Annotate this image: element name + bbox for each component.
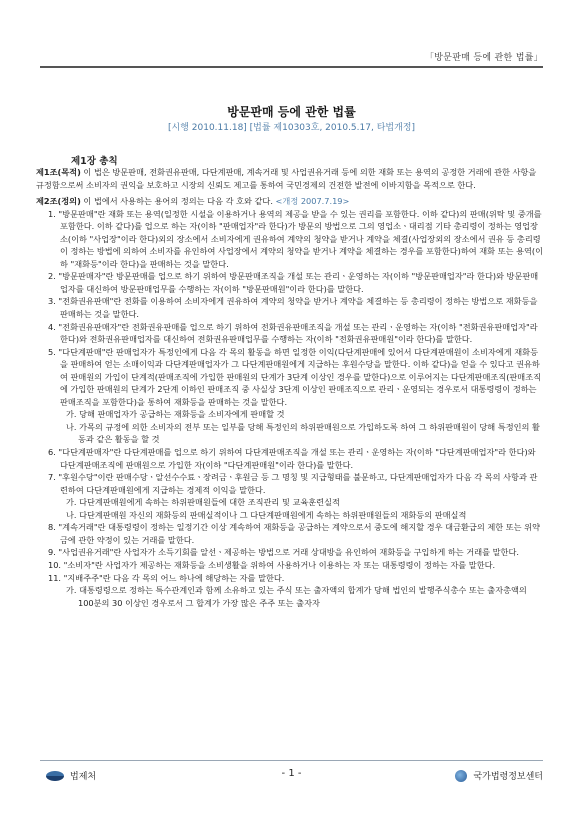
sub-list-item: 나. 가목의 규정에 의한 소비자의 전부 또는 일부를 당해 특정인의 하위판매원으로 가입하도록 하여 그 하위판매원이 당해 특정인의 활동과 같은 활동을 할 것 bbox=[66, 421, 540, 445]
amendment-note: <개정 2007.7.19> bbox=[272, 196, 350, 207]
header-rule bbox=[40, 66, 543, 68]
article-body bbox=[36, 166, 544, 609]
law-center-logo-icon bbox=[455, 770, 467, 782]
article-1-text: 이 법은 방문판매, 전화권유판매, 다단계판매, 계속거래 및 사업권유거래 등에 의한 재화 또는 용역의 공정한 거래에 관한 사항을 규정함으로써 소비자의 권익을 보호하고 시장의 신뢰도 제고를 통하여 국민경제의 건전한 발전에 이바지함을 목적으로 한다. bbox=[36, 167, 537, 190]
sub-list-item: 가. 대통령령으로 정하는 특수관계인과 함께 소유하고 있는 주식 또는 출자액의 합계가 당해 법인의 발행주식총수 또는 출자총액의 100분의 30 이상인 경우로서 그 합계가 가장 많은 주주 또는 출자자 bbox=[66, 585, 527, 608]
list-item: 5. "다단계판매"란 판매업자가 특정인에게 다음 각 목의 활동을 하면 일정한 이익(다단계판매에 있어서 다단계판매원이 소비자에게 재화등을 판매하여 얻는 소매이익과 다단계판매업자가 그 다단계판매원에게 지급하는 후원수당을 말한다. 이하 같다)을 얻을 수 있다고 권유하여 판매원의 가입이 단계적(판매조직에 가입한 판매원의 단계가 3단계 이상인 경우를 말한다)으로 이루어지는 다단계판매조직(판매조직에 가입한 판매원의 단계가 2단계 이하인 판매조직 중 사실상 3단계 이상인 판매조직으로 관리ㆍ운영되는 경우로서 대통령령이 정하는 판매조직을 포함한다)을 통하여 재화등을 판매하는 것을 말한다. bbox=[48, 346, 542, 407]
list-item: 2. "방문판매자"란 방문판매를 업으로 하기 위하여 방문판매조직을 개설 또는 관리ㆍ운영하는 자(이하 "방문판매업자"라 한다)와 방문판매업자를 대신하여 방문판매업무를 수행하는 자(이하 "방문판매원"이라 한다)를 말한다. bbox=[48, 271, 539, 294]
list-item: 8. "계속거래"란 대통령령이 정하는 일정기간 이상 계속하여 재화등을 공급하는 계약으로서 중도에 해지할 경우 대금환급의 제한 또는 위약금에 관한 약정이 있는 거래를 말한다. bbox=[48, 522, 540, 545]
list-item: 11. "지배주주"란 다음 각 목의 어느 하나에 해당하는 자를 말한다. bbox=[48, 572, 285, 583]
list-item: 4. "전화권유판매자"란 전화권유판매를 업으로 하기 위하여 전화권유판매조직을 개설 또는 관리ㆍ운영하는 자(이하 "전화권유판매업자"라 한다)와 전화권유판매업자를 대신하여 전화권유판매업무를 수행하는 자(이하 "전화권유판매원"이라 한다)를 말한다. bbox=[48, 321, 538, 345]
sub-list-item: 가. 다단계판매원에게 속하는 하위판매원들에 대한 조직관리 및 교육훈련실적 bbox=[66, 497, 340, 508]
running-header: 「방문판매 등에 관한 법률」 bbox=[424, 53, 543, 63]
footer-right bbox=[455, 769, 543, 782]
article-1 bbox=[36, 166, 544, 191]
list-item: 10. "소비자"란 사업자가 제공하는 재화등을 소비생활을 위하여 사용하거나 이용하는 자 또는 대통령령이 정하는 자를 말한다. bbox=[48, 559, 496, 570]
footer-right-label: 국가법령정보센터 bbox=[473, 772, 543, 782]
footer-left-label: 법제처 bbox=[70, 772, 97, 782]
article-2-text: 이 법에서 사용하는 용어의 정의는 다음 각 호와 같다. bbox=[80, 196, 273, 207]
sub-list-item: 가. 당해 판매업자가 공급하는 재화등을 소비자에게 판매할 것 bbox=[66, 409, 285, 420]
list-item: 1. "방문판매"란 재화 또는 용역(일정한 시설을 이용하거나 용역의 제공을 받을 수 있는 권리를 포함한다. 이하 같다)의 판매(위탁 및 중개를 포함한다. 이하 같다)를 업으로 하는 자(이하 "판매업자"라 한다)가 방문의 방법으로 그의 영업소ㆍ대리점 기타 총리령이 정하는 영업장소(이하 "사업장"이라 한다)외의 장소에서 소비자에게 권유하여 계약의 청약을 받거나 계약을 체결(사업장외의 장소에서 권유 등 총리령이 정하는 방법에 의하여 소비자를 유인하여 사업장에서 계약의 청약을 받거나 계약을 체결하는 경우를 포함한다)하여 재화 또는 용역(이하 "재화등"이라 한다)을 판매하는 것을 말한다. bbox=[48, 208, 544, 269]
article-1-label: 제1조(목적) bbox=[36, 167, 81, 177]
article-2 bbox=[36, 195, 544, 208]
footer-rule bbox=[40, 760, 543, 761]
list-item: 3. "전화권유판매"란 전화를 이용하여 소비자에게 권유하여 계약의 청약을 받거나 계약을 체결하는 등 총리령이 정하는 방법으로 재화등을 판매하는 것을 말한다. bbox=[48, 296, 538, 320]
enforcement-info: [시행 2010.11.18] [법률 제10303호, 2010.5.17, 타법개정] bbox=[168, 123, 415, 133]
list-item: 7. "후원수당"이란 판매수당ㆍ알선수수료ㆍ장려금ㆍ후원금 등 그 명칭 및 지급형태를 불문하고, 다단계판매업자가 다음 각 목의 사항과 관련하여 다단계판매원에게 지급하는 경제적 이익을 말한다. bbox=[48, 472, 538, 495]
page-number: - 1 - bbox=[281, 768, 302, 779]
chapter-heading: 제1장 총칙 bbox=[71, 156, 118, 167]
article-2-label: 제2조(정의) bbox=[36, 196, 81, 207]
sub-list-item: 나. 다단계판매원 자신의 재화등의 판매실적이나 그 다단계판매원에게 속하는 하위판매원들의 재화등의 판매실적 bbox=[66, 509, 467, 520]
document-title: 방문판매 등에 관한 법률 bbox=[227, 105, 356, 119]
list-item: 9. "사업권유거래"란 사업자가 소득기회를 알선ㆍ제공하는 방법으로 거래 상대방을 유인하여 재화등을 구입하게 하는 거래를 말한다. bbox=[48, 547, 519, 558]
list-item: 6. "다단계판매자"란 다단계판매를 업으로 하기 위하여 다단계판매조직을 개설 또는 관리ㆍ운영하는 자(이하 "다단계판매업자"라 한다)와 다단계판매조직에 판매원으로 가입한 자(이하 "다단계판매원"이라 한다)를 말한다. bbox=[48, 447, 536, 470]
